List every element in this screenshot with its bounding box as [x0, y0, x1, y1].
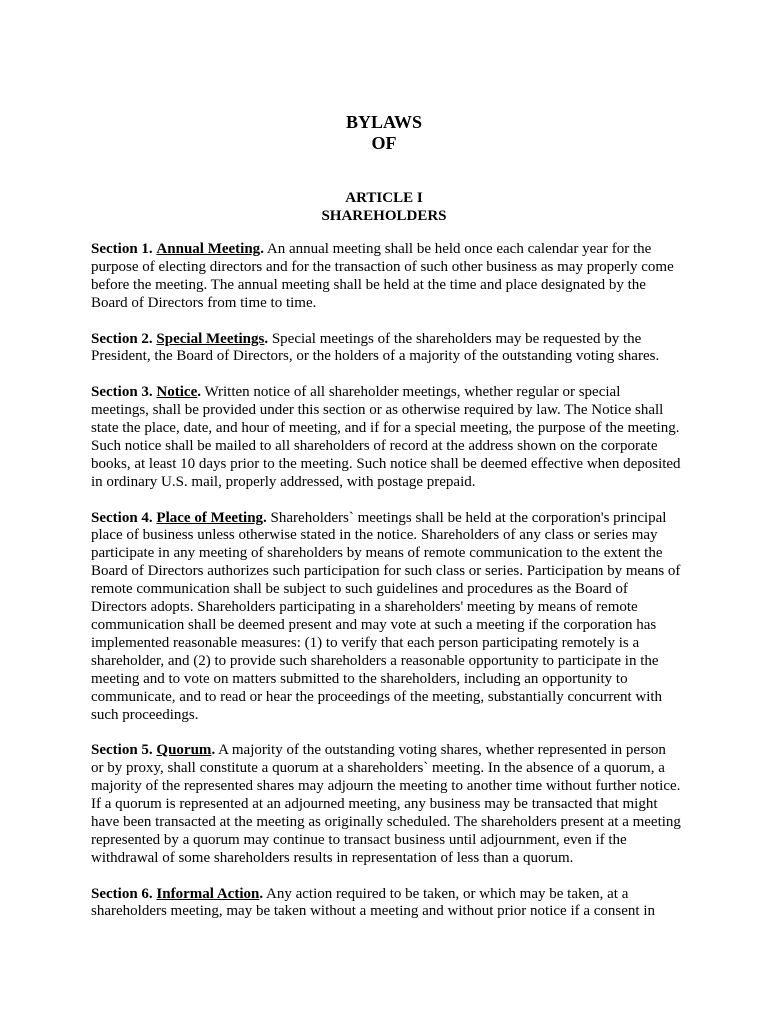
- section-place-of-meeting: Section 4. Place of Meeting. Shareholders` meetings shall be held at the corporation's principal place of business unless otherwise stated in the notice. Shareholders of any class or series may participate in any meeting of shareholders by means of remote communication to the extent the Board of Directors authorizes such participation for such class or series. Participation by means of remote communication shall be subject to such guidelines and procedures as the Board of Directors adopts. Shareholders participating in a shareholders' meeting by means of remote communication shall be deemed present and may vote at such a meeting if the corporation has implemented reasonable measures: (1) to verify that each person participating remotely is a shareholder, and (2) to provide such shareholders a reasonable opportunity to participate in the meeting and to vote on matters submitted to the shareholders, including an opportunity to communicate, and to read or hear the proceedings of the meeting, substantially concurrent with such proceedings.: [91, 509, 681, 723]
- section-title: Informal Action: [156, 885, 260, 902]
- section-title: Notice: [156, 384, 198, 401]
- section-body: Special meetings of the shareholders may be requested by the President, the Board of Directors, or the holders of a majority of the outstanding voting shares.: [91, 330, 660, 365]
- section-notice: Section 3. Notice. Written notice of all shareholder meetings, whether regular or special meetings, shall be provided under this section or as otherwise required by law. The Notice shall state the place, date, and hour of meeting, and if for a special meeting, the purpose of the meeting. Such notice shall be mailed to all shareholders of record at the address shown on the corporate books, at least 10 days prior to the meeting. Such notice shall be deemed effective when deposited in ordinary U.S. mail, properly addressed, with postage prepaid.: [91, 384, 681, 490]
- article-title: SHAREHOLDERS: [321, 208, 447, 224]
- article-number: ARTICLE I: [345, 190, 423, 206]
- section-title: Special Meetings: [156, 330, 265, 347]
- section-body: Shareholders` meetings shall be held at the corporation's principal place of business unless otherwise stated in the notice. Shareholders of any class or series may participate in any meeting of shareholders by means of remote communication to the extent the Board of Directors authorizes such participation for such class or series. Participation by means of remote communication shall be subject to such guidelines and procedures as the Board of Directors adopts. Shareholders participating in a shareholders' meeting by means of remote communication shall be deemed present and may vote at such a meeting if the corporation has implemented reasonable measures: (1) to verify that each person participating remotely is a shareholder, and (2) to provide such shareholders a reasonable opportunity to participate in the meeting and to vote on matters submitted to the shareholders, including an opportunity to communicate, and to read or hear the proceedings of the meeting, substantially concurrent with such proceedings.: [91, 509, 681, 723]
- section-title: Annual Meeting: [156, 241, 261, 257]
- document-title: BYLAWS: [345, 112, 423, 132]
- section-number: Section 1.: [91, 241, 153, 257]
- section-body: Any action required to be taken, or which may be taken, at a shareholders meeting, may be taken without a meeting and without prior notice if a consent in: [91, 885, 656, 920]
- section-body: A majority of the outstanding voting shares, whether represented in person or by proxy, shall constitute a quorum at a shareholders` meeting. In the absence of a quorum, a majority of the represented shares may adjourn the meeting to another time without further notice. If a quorum is represented at an adjourned meeting, any business may be transacted that might have been transacted at the meeting as originally scheduled. The shareholders present at a meeting represented by a quorum may continue to transact business until adjournment, even if the withdrawal of some shareholders results in representation of less than a quorum.: [91, 742, 681, 866]
- section-number: Section 5.: [91, 742, 153, 759]
- document-title-of: OF: [371, 133, 397, 153]
- document-body: [91, 241, 681, 939]
- section-title: Quorum: [156, 742, 212, 759]
- section-number: Section 3.: [91, 384, 153, 401]
- section-informal-action: Section 6. Informal Action. Any action required to be taken, or which may be taken, at a shareholders meeting, may be taken without a meeting and without prior notice if a consent in: [91, 885, 656, 920]
- section-special-meetings: Section 2. Special Meetings. Special meetings of the shareholders may be requested by the President, the Board of Directors, or the holders of a majority of the outstanding voting shares.: [91, 330, 660, 365]
- section-body: An annual meeting shall be held once each calendar year for the purpose of electing directors and for the transaction of such other business as may properly come before the meeting. The annual meeting shall be held at the time and place designated by the Board of Directors from time to time.: [91, 241, 674, 311]
- section-number: Section 4.: [91, 509, 153, 526]
- section-quorum: Section 5. Quorum. A majority of the outstanding voting shares, whether represented in person or by proxy, shall constitute a quorum at a shareholders` meeting. In the absence of a quorum, a majority of the represented shares may adjourn the meeting to another time without further notice. If a quorum is represented at an adjourned meeting, any business may be transacted that might have been transacted at the meeting as originally scheduled. The shareholders present at a meeting represented by a quorum may continue to transact business until adjournment, even if the withdrawal of some shareholders results in representation of less than a quorum.: [91, 742, 681, 866]
- section-title: Place of Meeting: [156, 509, 264, 526]
- section-body: Written notice of all shareholder meetings, whether regular or special meetings, shall be provided under this section or as otherwise required by law. The Notice shall state the place, date, and hour of meeting, and if for a special meeting, the purpose of the meeting. Such notice shall be mailed to all shareholders of record at the address shown on the corporate books, at least 10 days prior to the meeting. Such notice shall be deemed effective when deposited in ordinary U.S. mail, properly addressed, with postage prepaid.: [91, 384, 681, 490]
- section-number: Section 6.: [91, 885, 153, 902]
- section-annual-meeting: Section 1. Annual Meeting. An annual meeting shall be held once each calendar year for the purpose of electing directors and for the transaction of such other business as may properly come before the meeting. The annual meeting shall be held at the time and place designated by the Board of Directors from time to time.: [91, 241, 674, 311]
- section-number: Section 2.: [91, 330, 153, 347]
